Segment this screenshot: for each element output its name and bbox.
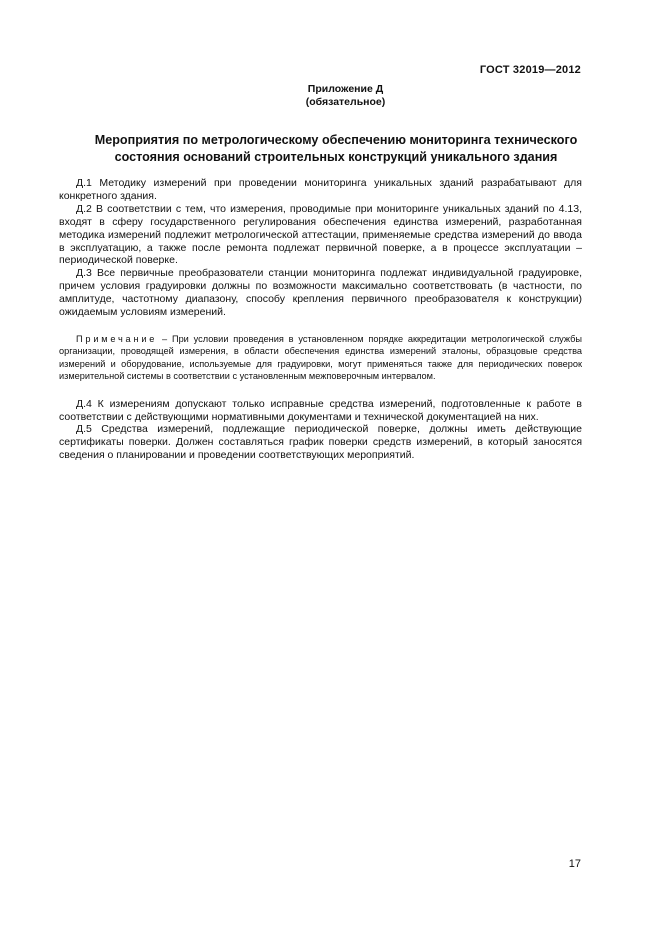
annex-status: (обязательное) — [305, 96, 386, 108]
paragraph-d5: Д.5 Средства измерений, подлежащие периодической поверке, должны иметь действующие сертификаты поверки. Должен составляться график поверки средств измерений, в который заносятся сведения о планировании и проведении соответствующих мероприятий. — [59, 423, 582, 462]
paragraph-d2: Д.2 В соответствии с тем, что измерения, проводимые при мониторинге уникальных зданий по 4.13, входят в сферу государственного регулирования обеспечения единства измерений, разработанная методика измерений подлежит метрологической аттестации, применяемые средства измерений до ввода в эксплуатацию, а также после ремонта подлежат первичной поверке, а в процессе эксплуатации – периодической поверке. — [59, 202, 582, 267]
note-text: – При условии проведения в установленном порядке аккредитации метрологической службы организации, проводящей измерения, в области обеспечения единства измерений эталоны, образцовые средства измерений и оборудование, используемые для градуировки, могут применяться также для периодических поверок измерительной системы в соответствии с установленным межповерочным интервалом. — [59, 333, 582, 382]
paragraph-d3: Д.3 Все первичные преобразователи станции мониторинга подлежат индивидуальной градуировке, причем условия градуировки должны по возможности максимально соответствовать (в частности, по амплитуде, частотному диапазону, способу крепления первичного преобразователя к конструкции) ожидаемым условиям измерений. — [59, 267, 582, 319]
paragraph-d1: Д.1 Методику измерений при проведении мониторинга уникальных зданий разрабатывают для конкретного здания. — [59, 177, 582, 202]
section-title — [56, 132, 616, 166]
page-number: 17 — [568, 858, 581, 870]
section-title-line-1: Мероприятия по метрологическому обеспечению мониторинга технического — [94, 133, 578, 147]
standard-code: ГОСТ 32019—2012 — [479, 64, 581, 76]
paragraph-d4: Д.4 К измерениям допускают только исправные средства измерений, подготовленные к работе в соответствии с действующими нормативными документами и технической документацией на них. — [59, 397, 582, 423]
document-body — [59, 177, 582, 462]
annex-title: Приложение Д — [307, 83, 384, 95]
annex-heading — [0, 83, 661, 109]
section-title-line-2: состояния оснований строительных конструкций уникального здания — [114, 150, 558, 164]
note-label: Примечание — [76, 333, 158, 344]
note-paragraph — [59, 333, 582, 383]
